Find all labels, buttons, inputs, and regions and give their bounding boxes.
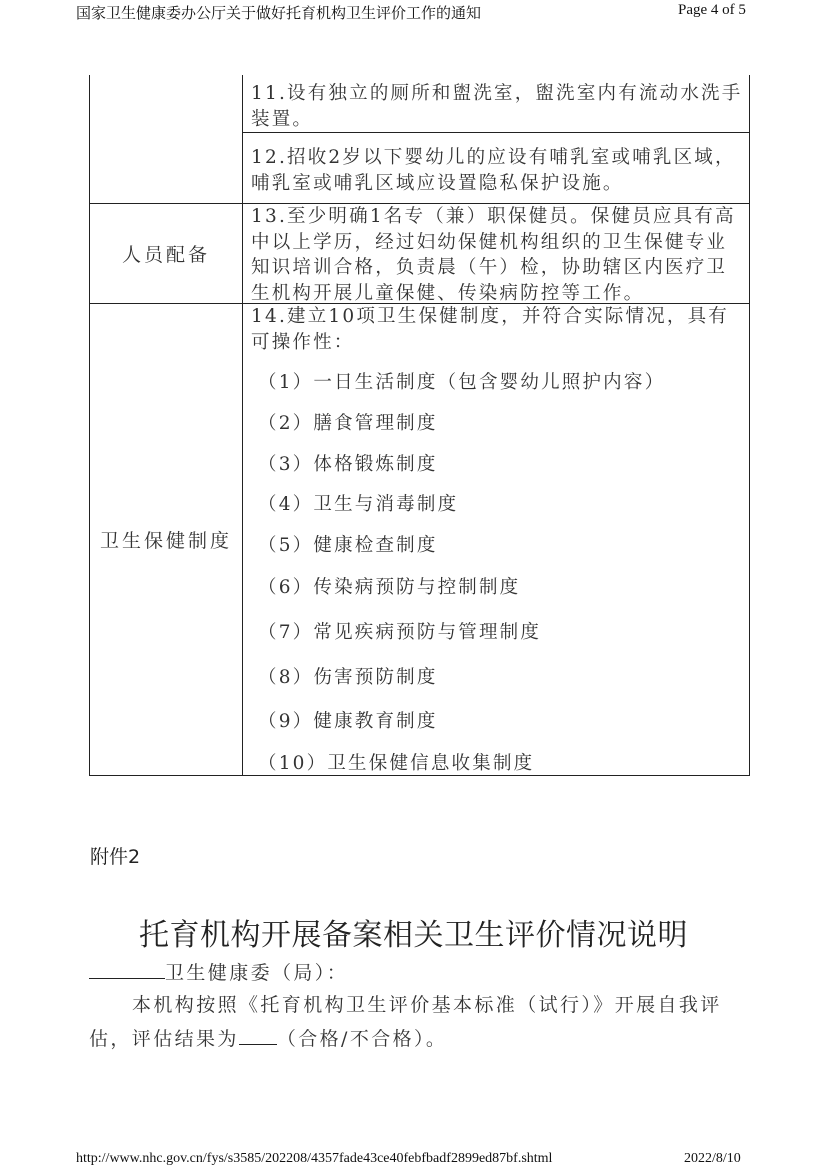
page-indicator: Page 4 of 5 [678,2,746,18]
attachment-title: 托育机构开展备案相关卫生评价情况说明 [139,918,688,953]
system-item: （8）伤害预防制度 [258,667,438,688]
table-border-right [749,75,750,776]
table-border-bottom [89,775,750,776]
requirement-13: 13.至少明确1名专（兼）职保健员。保健员应具有高中以上学历，经过妇幼保健机构组织的卫生保健专业知识培训合格，负责晨（午）检，协助辖区内医疗卫生机构开展儿童保健、传染病防控等工作。 [251,206,736,304]
footer-date: 2022/8/10 [684,1151,741,1166]
table-column-divider [242,75,243,776]
system-item: （4）卫生与消毒制度 [258,494,459,515]
table-border-left [89,75,90,776]
result-blank [239,1026,277,1045]
system-item: （1）一日生活制度（包含婴幼儿照护内容） [258,372,666,393]
table-row-line [242,132,750,133]
system-item: （7）常见疾病预防与管理制度 [258,622,542,643]
requirement-11: 11.设有独立的厕所和盥洗室，盥洗室内有流动水洗手装置。 [251,83,743,130]
paragraph-line-1: 本机构按照《托育机构卫生评价基本标准（试行）》开展自我评 [132,994,722,1016]
document-header-title: 国家卫生健康委办公厅关于做好托育机构卫生评价工作的通知 [76,4,482,22]
category-health-system: 卫生保健制度 [99,530,232,552]
requirement-12: 12.招收2岁以下婴幼儿的应设有哺乳室或哺乳区域，哺乳室或哺乳区域应设置隐私保护设施。 [251,147,736,194]
category-staffing: 人员配备 [121,244,210,266]
system-item: （3）体格锻炼制度 [258,454,438,475]
paragraph-line-2 [89,1024,447,1051]
requirement-14-intro: 14.建立10项卫生保健制度，并符合实际情况，具有可操作性： [251,306,729,353]
attachment-label: 附件2 [90,846,141,868]
footer-url: http://www.nhc.gov.cn/fys/s3585/202208/4357fade43ce40febfbadf2899ed87bf.shtml [76,1151,553,1166]
paragraph-line-2-suffix: （合格/不合格）。 [276,1028,448,1050]
system-item: （6）传染病预防与控制制度 [258,577,521,598]
system-item: （9）健康教育制度 [258,711,438,732]
system-item: （2）膳食管理制度 [258,413,438,434]
system-item: （10）卫生保健信息收集制度 [258,753,535,774]
system-item: （5）健康检查制度 [258,535,438,556]
addressee-blank [89,960,165,979]
addressee-text: 卫生健康委（局）： [165,962,349,984]
paragraph-line-2-prefix: 估，评估结果为 [89,1028,239,1050]
addressee-line [89,958,348,985]
